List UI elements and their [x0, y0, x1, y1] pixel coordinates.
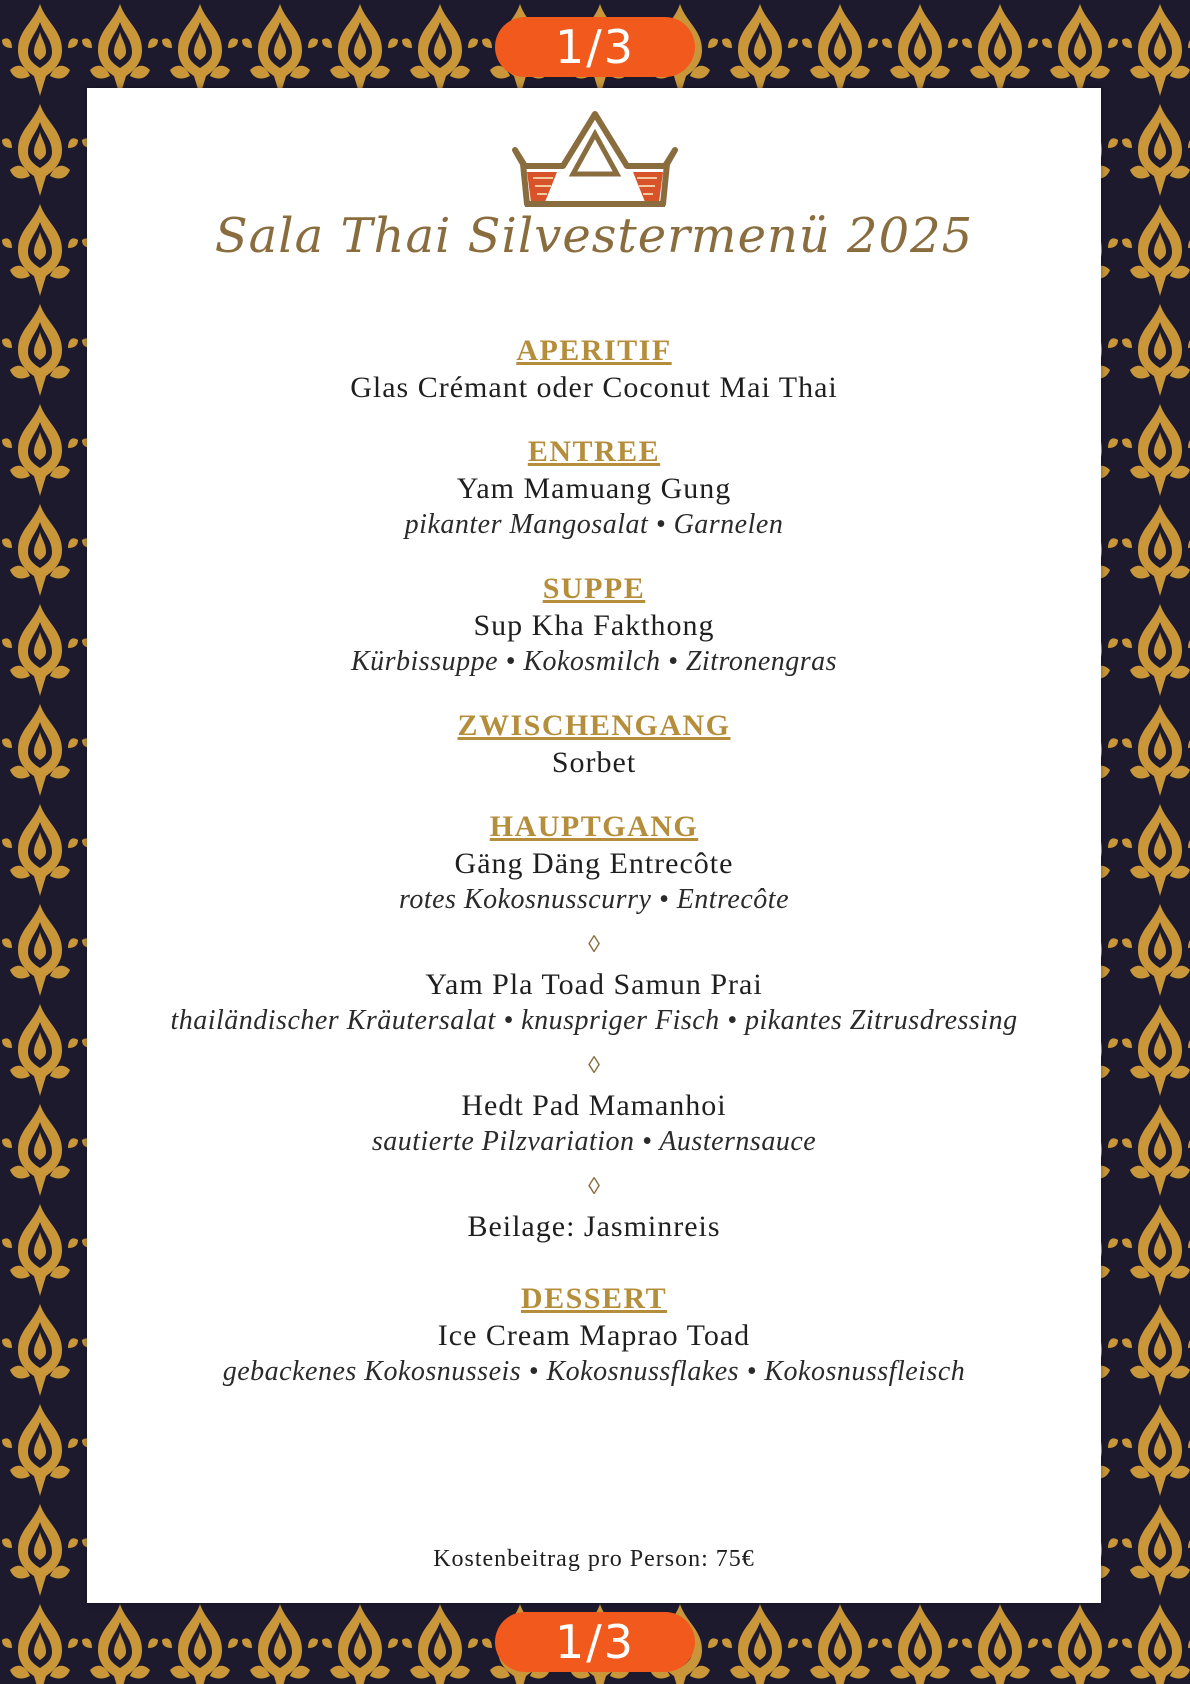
menu-sheet — [87, 88, 1101, 1603]
dish-name: Sorbet — [551, 746, 637, 779]
dish-description: sautierte Pilzvariation • Austernsauce — [371, 1126, 817, 1157]
dish-name: Sup Kha Fakthong — [473, 609, 715, 642]
diamond-separator: ◊ — [588, 1053, 600, 1079]
section-heading: ZWISCHENGANG — [457, 709, 731, 742]
dish-description: Kürbissuppe • Kokosmilch • Zitronengras — [350, 646, 838, 677]
diamond-separator: ◊ — [588, 932, 600, 958]
dish-name: Gäng Däng Entrecôte — [454, 847, 734, 880]
page-indicator-bottom: 1/3 — [495, 1612, 695, 1672]
section-heading: HAUPTGANG — [489, 810, 699, 843]
section-aperitif — [87, 333, 1101, 406]
dish-name: Yam Mamuang Gung — [456, 472, 732, 505]
page-indicator-top: 1/3 — [495, 17, 695, 77]
diamond-separator: ◊ — [588, 1174, 600, 1200]
section-heading: APERITIF — [516, 334, 672, 367]
dish-description: rotes Kokosnusscurry • Entrecôte — [398, 884, 789, 915]
dish-name: Glas Crémant oder Coconut Mai Thai — [350, 371, 838, 404]
dish-description: gebackenes Kokosnusseis • Kokosnussflakes • Kokosnussfleisch — [222, 1356, 966, 1387]
dish-description: thailändischer Kräutersalat • knuspriger Fisch • pikantes Zitrusdressing — [170, 1005, 1018, 1036]
dish-name: Ice Cream Maprao Toad — [437, 1319, 751, 1352]
section-hauptgang — [87, 809, 1101, 1245]
menu-title: Sala Thai Silvestermenü 2025 — [214, 208, 974, 264]
dish-name: Hedt Pad Mamanhoi — [461, 1089, 727, 1122]
price-footer: Kostenbeitrag pro Person: 75€ — [433, 1546, 755, 1572]
section-zwischengang — [87, 708, 1101, 781]
section-heading: SUPPE — [542, 572, 646, 605]
section-heading: ENTREE — [527, 435, 661, 468]
section-suppe — [87, 571, 1101, 680]
menu-content — [87, 333, 1101, 1418]
dish-name: Yam Pla Toad Samun Prai — [425, 968, 763, 1001]
dish-description: pikanter Mangosalat • Garnelen — [404, 509, 784, 540]
dish-name: Beilage: Jasminreis — [467, 1210, 721, 1243]
section-entree — [87, 434, 1101, 543]
thai-roof-logo — [505, 106, 685, 214]
section-dessert — [87, 1281, 1101, 1390]
section-heading: DESSERT — [520, 1282, 668, 1315]
